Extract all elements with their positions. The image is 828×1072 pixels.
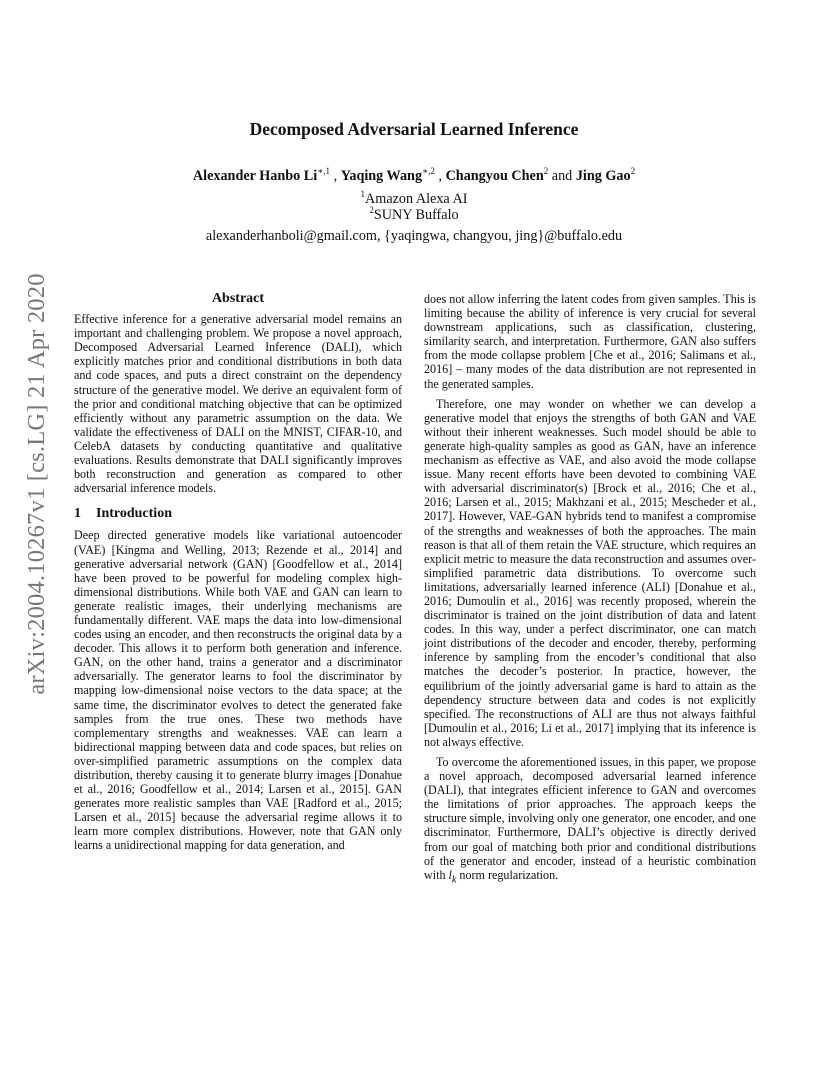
affiliation-mark: 1 [360,189,366,199]
paragraph: Therefore, one may wonder on whether we can develop a generative model that enjoys the strengths of both GAN and VAE without their inherent weaknesses. Such model should be able to generate high-quality samples as good as GAN, have an inference mechanism as effective as VAE, and also avoid the mode collapse issue. Many recent efforts have been devoted to combining VAE with adversarial discriminator(s) [Brock et al., 2016; Che et al., 2016; Larsen et al., 2015; Makhzani et al., 2015; Mescheder et al., 2017]. However, VAE-GAN hybrids tend to manifest a compromise of the strengths and weaknesses of both the approaches. The main reason is that all of them retain the VAE structure, which requires an explicit metric to measure the data reconstruction and assumes over-simplified parametric data distributions. To overcome such limitations, adversarially learned inference (ALI) [Donahue et al., 2016; Dumoulin et al., 2016] was recently proposed, wherein the discriminator is trained on the joint distribution of data and latent codes. In this way, under a perfect discriminator, one can match joint distributions of the decoder and encoder, thereby, performing inference by sampling from the encoder’s conditional that also matches the decoder’s posterior. In practice, however, the equilibrium of the jointly adversarial game is hard to attain as the dependency structure between data and codes is not explicitly specified. The reconstructions of ALI are thus not always faithful [Dumoulin et al., 2016; Li et al., 2017] implying that its inference is not always effective. [424,396,756,749]
arxiv-id: arXiv:2004.10267v1 [cs.LG] 21 Apr 2020 [23,272,50,695]
section-heading [74,507,402,521]
section-title: Introduction [96,506,172,522]
section-number: 1 [74,506,81,522]
author-mark: ∗,2 [422,166,435,176]
left-column [74,292,402,853]
author-mark: 2 [543,166,549,176]
math-subscript: k [451,874,457,886]
author-mark: 2 [630,166,636,176]
math-symbol: l [448,867,452,882]
author-name: Alexander Hanbo Li [192,168,318,184]
right-column [424,292,756,887]
affiliation-mark: 2 [369,205,374,215]
author-emails: alexanderhanboli@gmail.com, {yaqingwa, changyou, jing}@buffalo.edu [205,228,623,244]
paragraph-text: norm regularization. [456,867,559,882]
paragraph-text: To overcome the aforementioned issues, in this paper, we propose a novel approach, decomposed adversarial learned inference (DALI), that integrates efficient inference to GAN and overcomes the limitations of prior approaches. The approach keeps the structure simple, involving only one generator, one encoder, and one discriminator. Furthermore, DALI’s objective is directly derived from our goal of matching both prior and conditional distributions of the generator and encoder, instead of a heuristic combination with [424,755,756,882]
affiliation-text: SUNY Buffalo [373,207,459,223]
author-name: Jing Gao [575,168,631,184]
affiliation [0,191,828,208]
abstract-heading: Abstract [211,291,265,306]
affiliation-text: Amazon Alexa AI [365,191,468,207]
author-name: Yaqing Wang [340,168,423,184]
author-separator: , [434,168,446,184]
author-name: Changyou Chen [445,168,544,184]
author-and: and [548,168,576,184]
paper-title: Decomposed Adversarial Learned Inference [249,119,579,139]
author-separator: , [330,168,341,184]
paragraph: Deep directed generative models like variational autoencoder (VAE) [Kingma and Welling, 2013; Rezende et al., 2014] and generative adversarial network (GAN) [Goodfellow et al., 2014] have been proved to be powerful for modeling complex high-dimensional distributions. While both VAE and GAN can learn to generate realistic images, their underlying mechanisms are fundamentally different. VAE maps the data into low-dimensional codes using an encoder, and then reconstructs the original data by a decoder. This allows it to perform both generation and inference. GAN, on the other hand, trains a generator and a discriminator adversarially. The generator learns to fool the discriminator by mapping low-dimensional noise vectors to the data space; at the same time, the discriminator evolves to detect the generated fake samples from the true ones. These two methods have complementary strengths and weaknesses. VAE can learn a bidirectional mapping between data and code spaces, but relies on over-simplified parametric assumptions on the complex data distribution, thereby causing it to generate blurry images [Donahue et al., 2016; Goodfellow et al., 2014; Larsen et al., 2015]. GAN generates more realistic samples than VAE [Radford et al., 2015; Larsen et al., 2015] because the adversarial regime allows it to learn more complex distributions. However, note that GAN only learns a unidirectional mapping for data generation, and [74,528,402,853]
abstract-text: Effective inference for a generative adversarial model remains an important and challenging problem. We propose a novel approach, Decomposed Adversarial Learned Inference (DALI), which explicitly matches prior and conditional distributions in both data and code spaces, and puts a direct constraint on the dependency structure of the generative model. We derive an equivalent form of the prior and conditional matching objective that can be optimized efficiently without any parametric assumption on the data. We validate the effectiveness of DALI on the MNIST, CIFAR-10, and CelebA datasets by conducting quantitative and qualitative evaluations. Results demonstrate that DALI significantly improves both reconstruction and generation as compared to other adversarial inference models. [74,312,402,496]
author-mark: ∗,1 [317,166,331,176]
affiliation [0,207,828,224]
paragraph: does not allow inferring the latent codes from given samples. This is limiting because the ability of inference is very crucial for several downstream applications, such as classification, clustering, similarity search, and interpretation. Furthermore, GAN also suffers from the mode collapse problem [Che et al., 2016; Salimans et al., 2016] – many modes of the data distribution are not represented in the generated samples. [424,292,756,391]
paragraph [424,755,756,887]
author-list [0,168,828,185]
arxiv-stamp [17,272,57,695]
